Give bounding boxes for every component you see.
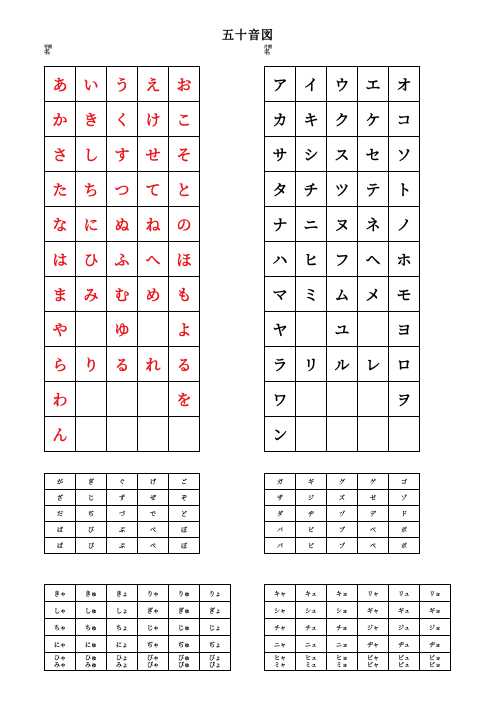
kana-cell: [358, 382, 389, 417]
table-row: [45, 347, 200, 382]
kana-text: ヒョ: [335, 654, 348, 662]
kana-cell: ちゃ: [45, 619, 76, 636]
kana-cell: だ: [45, 506, 76, 522]
kana-cell: り: [76, 347, 107, 382]
kana-cell: ぐ: [107, 474, 138, 490]
kana-cell: ミ: [296, 277, 327, 312]
kana-cell: ぜ: [138, 490, 169, 506]
kana-cell: ス: [327, 137, 358, 172]
kana-cell: イ: [296, 67, 327, 102]
kana-text: びゃ: [146, 654, 159, 662]
kana-cell: キョ: [327, 585, 358, 602]
kana-cell: え: [138, 67, 169, 102]
kana-cell: ロ: [389, 347, 420, 382]
kana-cell: ソ: [389, 137, 420, 172]
kana-cell: エ: [358, 67, 389, 102]
table-row: [45, 277, 200, 312]
table-row: [45, 490, 200, 506]
kana-cell: ほ: [169, 242, 200, 277]
kana-cell: オ: [389, 67, 420, 102]
kana-cell: リョ: [420, 585, 451, 602]
kana-cell: サ: [265, 137, 296, 172]
table-row: [265, 474, 420, 490]
kana-cell: ひ: [76, 242, 107, 277]
kana-cell: ム: [327, 277, 358, 312]
kana-cell: パ: [265, 538, 296, 554]
kana-cell: ネ: [358, 207, 389, 242]
kana-cell: チ: [296, 172, 327, 207]
kana-cell: セ: [358, 137, 389, 172]
kana-cell: ず: [107, 490, 138, 506]
table-row: [265, 137, 420, 172]
kana-cell: ポ: [389, 538, 420, 554]
kana-cell: チャ: [265, 619, 296, 636]
kana-cell: ゾ: [389, 490, 420, 506]
kana-cell: デ: [358, 506, 389, 522]
kana-cell: ふ: [107, 242, 138, 277]
table-row: [265, 506, 420, 522]
kana-cell: し: [76, 137, 107, 172]
kana-cell: ぢゃ: [138, 636, 169, 653]
kana-cell: ル: [327, 347, 358, 382]
kana-cell: め: [138, 277, 169, 312]
kana-cell: ヲ: [389, 382, 420, 417]
kana-cell: [296, 382, 327, 417]
kana-cell: げ: [138, 474, 169, 490]
table-row: [45, 137, 200, 172]
kana-cell: ケ: [358, 102, 389, 137]
table-row: [45, 585, 231, 602]
hiragana-yoon-table: [44, 584, 231, 671]
kana-text: ぴゅ: [177, 661, 190, 669]
kana-cell: は: [45, 242, 76, 277]
table-row: [45, 417, 200, 452]
table-row: [265, 382, 420, 417]
kana-cell: ラ: [265, 347, 296, 382]
kana-cell: ニュ: [296, 636, 327, 653]
kana-cell: ニ: [296, 207, 327, 242]
kana-text: ビャ: [366, 654, 379, 662]
kana-cell: ゲ: [358, 474, 389, 490]
kana-text: ピョ: [428, 661, 441, 669]
hiragana-gojuon-table: [44, 66, 200, 452]
kana-cell: づ: [107, 506, 138, 522]
kana-cell: ぎゅ: [169, 602, 200, 619]
kana-cell: [138, 312, 169, 347]
kana-cell: ニャ: [265, 636, 296, 653]
kana-cell: ま: [45, 277, 76, 312]
kana-cell: る: [169, 347, 200, 382]
kana-cell: む: [107, 277, 138, 312]
kana-cell: び: [76, 522, 107, 538]
table-row: [265, 207, 420, 242]
hiragana-dakuon-table: [44, 473, 200, 554]
table-row: [265, 602, 451, 619]
kana-cell: レ: [358, 347, 389, 382]
table-row: [265, 67, 420, 102]
kana-cell: [265, 653, 296, 671]
kana-cell: ワ: [265, 382, 296, 417]
kana-cell: きゃ: [45, 585, 76, 602]
kana-cell: リュ: [389, 585, 420, 602]
kana-text: ぴゃ: [146, 661, 159, 669]
kana-cell: モ: [389, 277, 420, 312]
kana-cell: ちゅ: [76, 619, 107, 636]
kana-cell: も: [169, 277, 200, 312]
kana-cell: [138, 417, 169, 452]
kana-cell: [76, 417, 107, 452]
kana-cell: チュ: [296, 619, 327, 636]
kana-cell: [296, 417, 327, 452]
kana-cell: [200, 653, 231, 671]
table-row: [265, 102, 420, 137]
table-row: [45, 522, 200, 538]
kana-cell: [296, 312, 327, 347]
kana-cell: た: [45, 172, 76, 207]
kana-cell: ショ: [327, 602, 358, 619]
table-row: [265, 585, 451, 602]
kana-text: ひゅ: [84, 654, 97, 662]
kana-cell: テ: [358, 172, 389, 207]
kana-cell: [169, 417, 200, 452]
kana-text: ひゃ: [53, 654, 66, 662]
page-title: 五十音図: [221, 28, 274, 42]
kana-cell: で: [138, 506, 169, 522]
kana-cell: ズ: [327, 490, 358, 506]
kana-cell: シュ: [296, 602, 327, 619]
kana-cell: よ: [169, 312, 200, 347]
kana-cell: りゅ: [169, 585, 200, 602]
kana-text: ミョ: [336, 661, 348, 669]
kana-cell: ナ: [265, 207, 296, 242]
kana-cell: ユ: [327, 312, 358, 347]
kana-text: ヒャ: [273, 654, 286, 662]
katakana-label-main: 名: [264, 49, 271, 56]
table-row: [45, 538, 200, 554]
table-row: [45, 312, 200, 347]
kana-cell: [138, 653, 169, 671]
kana-cell: メ: [358, 277, 389, 312]
kana-cell: しゅ: [76, 602, 107, 619]
kana-cell: や: [45, 312, 76, 347]
kana-cell: [327, 417, 358, 452]
kana-cell: きょ: [107, 585, 138, 602]
kana-cell: ボ: [389, 522, 420, 538]
kana-cell: リャ: [358, 585, 389, 602]
kana-cell: [107, 382, 138, 417]
kana-cell: べ: [138, 522, 169, 538]
kana-cell: [107, 417, 138, 452]
hiragana-section-label: [44, 44, 58, 56]
kana-cell: ペ: [358, 538, 389, 554]
kana-cell: [358, 312, 389, 347]
kana-text: みょ: [115, 661, 128, 669]
table-row: [45, 602, 231, 619]
kana-cell: [169, 653, 200, 671]
kana-cell: じょ: [200, 619, 231, 636]
kana-cell: にゃ: [45, 636, 76, 653]
kana-cell: ジュ: [389, 619, 420, 636]
kana-cell: あ: [45, 67, 76, 102]
kana-cell: ギャ: [358, 602, 389, 619]
kana-cell: ぬ: [107, 207, 138, 242]
kana-cell: ヂョ: [420, 636, 451, 653]
kana-cell: こ: [169, 102, 200, 137]
kana-cell: にょ: [107, 636, 138, 653]
kana-cell: の: [169, 207, 200, 242]
kana-cell: ぎゃ: [138, 602, 169, 619]
kana-cell: わ: [45, 382, 76, 417]
kana-cell: ヂュ: [389, 636, 420, 653]
table-row: [265, 490, 420, 506]
kana-cell: ぞ: [169, 490, 200, 506]
hiragana-label-main: 名: [44, 49, 51, 56]
table-row: [265, 277, 420, 312]
table-row: [45, 636, 231, 653]
kana-cell: りゃ: [138, 585, 169, 602]
kana-text: ひょ: [115, 654, 128, 662]
kana-cell: ノ: [389, 207, 420, 242]
kana-cell: な: [45, 207, 76, 242]
table-row: [45, 242, 200, 277]
kana-text: ミャ: [274, 661, 286, 669]
kana-cell: ギュ: [389, 602, 420, 619]
kana-cell: ね: [138, 207, 169, 242]
kana-text: みゅ: [84, 661, 97, 669]
kana-cell: リ: [296, 347, 327, 382]
table-row: [265, 417, 420, 452]
kana-cell: カ: [265, 102, 296, 137]
kana-text: びょ: [208, 654, 221, 662]
kana-cell: [327, 653, 358, 671]
kana-cell: せ: [138, 137, 169, 172]
kana-text: ヒュ: [304, 654, 317, 662]
kana-cell: ぎ: [76, 474, 107, 490]
kana-cell: ぱ: [45, 538, 76, 554]
kana-cell: [389, 417, 420, 452]
kana-cell: ヂャ: [358, 636, 389, 653]
kana-cell: け: [138, 102, 169, 137]
table-row: [45, 102, 200, 137]
kana-cell: [389, 653, 420, 671]
kana-text: ピャ: [366, 661, 379, 669]
kana-cell: ぢ: [76, 506, 107, 522]
kana-text: ミュ: [305, 661, 317, 669]
kana-cell: ジョ: [420, 619, 451, 636]
kana-cell: く: [107, 102, 138, 137]
kana-cell: [327, 382, 358, 417]
kana-cell: ブ: [327, 522, 358, 538]
katakana-dakuon-table: [264, 473, 420, 554]
table-row: [265, 619, 451, 636]
kana-cell: ヂ: [296, 506, 327, 522]
kana-cell: ハ: [265, 242, 296, 277]
kana-cell: きゅ: [76, 585, 107, 602]
kana-cell: ト: [389, 172, 420, 207]
kana-cell: ジャ: [358, 619, 389, 636]
kana-cell: ち: [76, 172, 107, 207]
kana-cell: ぶ: [107, 522, 138, 538]
kana-cell: りょ: [200, 585, 231, 602]
kana-cell: ド: [389, 506, 420, 522]
kana-cell: [45, 653, 76, 671]
kana-cell: ピ: [296, 538, 327, 554]
kana-cell: チョ: [327, 619, 358, 636]
kana-cell: ヒ: [296, 242, 327, 277]
kana-cell: シ: [296, 137, 327, 172]
kana-cell: [358, 653, 389, 671]
kana-cell: す: [107, 137, 138, 172]
kana-cell: じゅ: [169, 619, 200, 636]
kana-cell: を: [169, 382, 200, 417]
kana-cell: [76, 312, 107, 347]
kana-cell: れ: [138, 347, 169, 382]
kana-cell: ば: [45, 522, 76, 538]
kana-cell: ぎょ: [200, 602, 231, 619]
table-row: [265, 347, 420, 382]
table-row: [45, 619, 231, 636]
kana-cell: ざ: [45, 490, 76, 506]
kana-cell: ウ: [327, 67, 358, 102]
kana-cell: ツ: [327, 172, 358, 207]
kana-cell: ら: [45, 347, 76, 382]
kana-cell: へ: [138, 242, 169, 277]
kana-cell: つ: [107, 172, 138, 207]
kana-cell: お: [169, 67, 200, 102]
table-row: [45, 67, 200, 102]
kana-text: ピュ: [397, 661, 410, 669]
kana-cell: ビ: [296, 522, 327, 538]
kana-cell: ぽ: [169, 538, 200, 554]
kana-cell: ベ: [358, 522, 389, 538]
kana-cell: ギョ: [420, 602, 451, 619]
kana-cell: ホ: [389, 242, 420, 277]
kana-cell: ど: [169, 506, 200, 522]
kana-cell: [107, 653, 138, 671]
kana-cell: ア: [265, 67, 296, 102]
kana-cell: ぢゅ: [169, 636, 200, 653]
kana-cell: じ: [76, 490, 107, 506]
kana-cell: ご: [169, 474, 200, 490]
katakana-gojuon-table: [264, 66, 420, 452]
katakana-yoon-table: [264, 584, 451, 671]
table-row: [265, 242, 420, 277]
kana-cell: [358, 417, 389, 452]
table-row: [265, 538, 420, 554]
kana-cell: バ: [265, 522, 296, 538]
kana-cell: [76, 382, 107, 417]
kana-cell: ヘ: [358, 242, 389, 277]
table-row: [45, 172, 200, 207]
kana-cell: しょ: [107, 602, 138, 619]
kana-cell: ガ: [265, 474, 296, 490]
kana-cell: ダ: [265, 506, 296, 522]
kana-cell: キュ: [296, 585, 327, 602]
kana-cell: う: [107, 67, 138, 102]
kana-cell: ン: [265, 417, 296, 452]
kana-cell: ザ: [265, 490, 296, 506]
kana-cell: ヅ: [327, 506, 358, 522]
table-row: [265, 653, 451, 671]
kana-cell: コ: [389, 102, 420, 137]
kana-cell: キャ: [265, 585, 296, 602]
kana-cell: ゴ: [389, 474, 420, 490]
kana-cell: ぼ: [169, 522, 200, 538]
table-row: [265, 522, 420, 538]
kana-cell: [420, 653, 451, 671]
kana-cell: て: [138, 172, 169, 207]
kana-cell: フ: [327, 242, 358, 277]
kana-text: ビュ: [397, 654, 410, 662]
kana-cell: [138, 382, 169, 417]
kana-text: みゃ: [53, 661, 66, 669]
kana-cell: ク: [327, 102, 358, 137]
kana-cell: プ: [327, 538, 358, 554]
kana-cell: と: [169, 172, 200, 207]
kana-cell: そ: [169, 137, 200, 172]
table-row: [265, 172, 420, 207]
kana-cell: [296, 653, 327, 671]
kana-cell: ちょ: [107, 619, 138, 636]
kana-cell: ヌ: [327, 207, 358, 242]
kana-cell: マ: [265, 277, 296, 312]
table-row: [45, 207, 200, 242]
kana-cell: ぢょ: [200, 636, 231, 653]
kana-cell: ぷ: [107, 538, 138, 554]
kana-cell: ヤ: [265, 312, 296, 347]
kana-cell: み: [76, 277, 107, 312]
kana-cell: グ: [327, 474, 358, 490]
table-row: [265, 636, 451, 653]
kana-cell: に: [76, 207, 107, 242]
katakana-label-sup: 片假: [264, 44, 272, 49]
kana-cell: ギ: [296, 474, 327, 490]
kana-cell: る: [107, 347, 138, 382]
kana-cell: か: [45, 102, 76, 137]
kana-cell: さ: [45, 137, 76, 172]
kana-cell: ぺ: [138, 538, 169, 554]
kana-cell: き: [76, 102, 107, 137]
table-row: [45, 506, 200, 522]
table-row: [45, 382, 200, 417]
hiragana-label-sup: 平假: [44, 44, 52, 49]
table-row: [45, 474, 200, 490]
kana-cell: ニョ: [327, 636, 358, 653]
kana-cell: しゃ: [45, 602, 76, 619]
kana-cell: にゅ: [76, 636, 107, 653]
kana-cell: が: [45, 474, 76, 490]
kana-cell: い: [76, 67, 107, 102]
table-row: [45, 653, 231, 671]
kana-cell: ジ: [296, 490, 327, 506]
kana-cell: ゼ: [358, 490, 389, 506]
kana-cell: じゃ: [138, 619, 169, 636]
kana-cell: タ: [265, 172, 296, 207]
kana-text: ぴょ: [208, 661, 221, 669]
kana-text: びゅ: [177, 654, 190, 662]
kana-cell: ぴ: [76, 538, 107, 554]
kana-cell: [76, 653, 107, 671]
kana-cell: キ: [296, 102, 327, 137]
kana-cell: シャ: [265, 602, 296, 619]
kana-cell: ん: [45, 417, 76, 452]
kana-cell: ゆ: [107, 312, 138, 347]
katakana-section-label: [264, 44, 278, 56]
kana-cell: ヨ: [389, 312, 420, 347]
kana-text: ビョ: [428, 654, 441, 662]
table-row: [265, 312, 420, 347]
